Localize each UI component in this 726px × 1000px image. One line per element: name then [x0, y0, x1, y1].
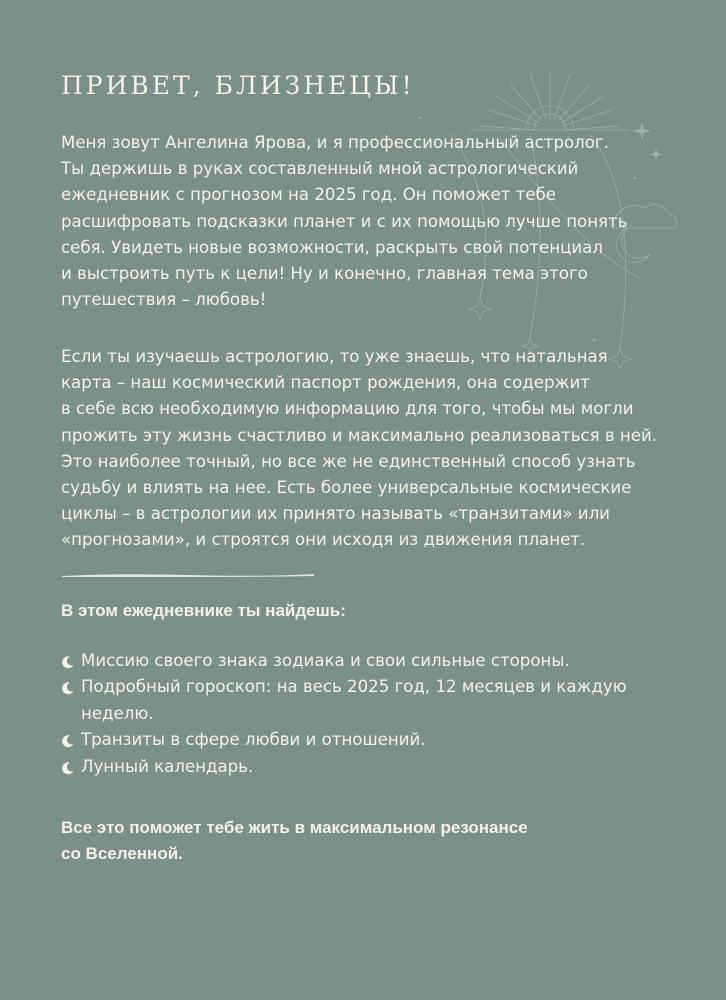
closing-line: Все это поможет тебе жить в максимальном резонансе — [61, 818, 528, 837]
astrology-line: циклы – в астрологии их принято называть «транзитами» или — [61, 504, 610, 524]
crescent-moon-icon — [61, 761, 75, 775]
astrology-line: в себе всю необходимую информацию для того, чтобы мы могли — [61, 399, 634, 419]
list-item-text: Миссию своего знака зодиака и свои сильные стороны. — [81, 651, 570, 670]
intro-line: ежедневник с прогнозом на 2025 год. Он поможет тебе — [61, 185, 556, 205]
features-list — [61, 648, 627, 780]
list-item — [61, 674, 627, 727]
page-title: ПРИВЕТ, БЛИЗНЕЦЫ! — [61, 71, 415, 100]
crescent-moon-icon — [61, 655, 75, 669]
list-item — [61, 648, 627, 674]
astrology-line: Это наиболее точный, но все же не единственный способ узнать — [61, 451, 636, 471]
crescent-moon-icon — [61, 681, 75, 695]
astrology-line: Если ты изучаешь астрологию, то уже знаешь, что натальная — [61, 347, 608, 366]
astrology-line: судьбу и влиять на нее. Есть более универсальные космические — [61, 478, 632, 498]
astrology-line: карта – наш космический паспорт рождения, она содержит — [61, 373, 590, 393]
crescent-moon-icon — [61, 734, 75, 748]
intro-line: путешествия – любовь! — [61, 290, 267, 310]
closing-line: со Вселенной. — [61, 844, 183, 863]
list-item-text: неделю. — [81, 703, 154, 723]
astrology-paragraph — [61, 344, 658, 554]
list-heading: В этом ежедневнике ты найдешь: — [61, 601, 346, 620]
intro-line: себя. Увидеть новые возможности, раскрыть свой потенциал — [61, 237, 603, 257]
intro-line: Меня зовут Ангелина Ярова, и я профессиональный астролог. — [61, 133, 609, 152]
intro-line: и выстроить путь к цели! Ну и конечно, главная тема этого — [61, 264, 588, 284]
brush-divider — [60, 571, 316, 579]
list-item-text: Транзиты в сфере любви и отношений. — [81, 730, 426, 750]
intro-paragraph — [61, 130, 651, 313]
astrology-line: «прогнозами», и строятся они исходя из движения планет. — [61, 530, 586, 550]
intro-line: расшифровать подсказки планет и с их помощью лучше понять — [61, 211, 628, 231]
list-item-text: Подробный гороскоп: на весь 2025 год, 12 месяцев и каждую — [81, 677, 627, 697]
closing-statement — [61, 815, 528, 867]
intro-line: Ты держишь в руках составленный мной астрологический — [61, 159, 579, 179]
list-item-text: Лунный календарь. — [81, 756, 254, 776]
list-item — [61, 754, 627, 780]
astrology-line: прожить эту жизнь счастливо и максимально реализоваться в ней. — [61, 425, 658, 445]
list-item — [61, 727, 627, 753]
